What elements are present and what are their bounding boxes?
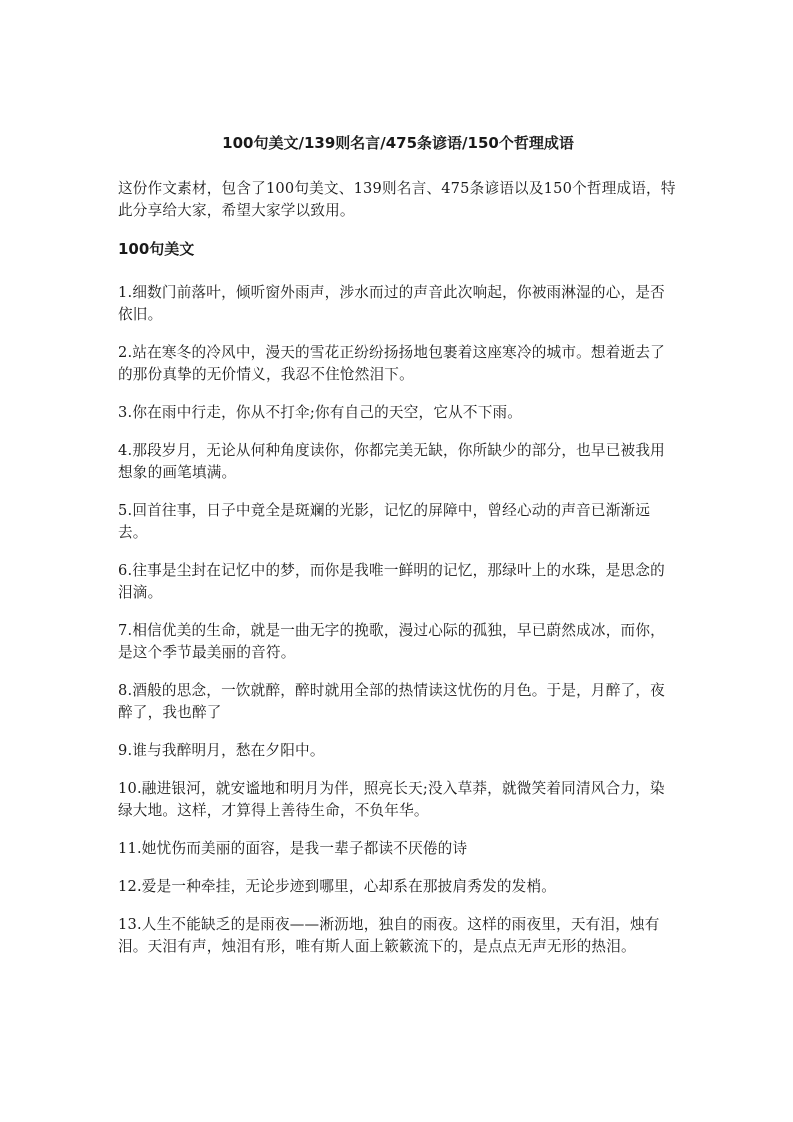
list-item: 4.那段岁月，无论从何种角度读你，你都完美无缺，你所缺少的部分，也早已被我用想象的画笔填满。 — [118, 442, 665, 481]
quote-list — [118, 282, 678, 958]
intro-paragraph: 这份作文素材，包含了100句美文、139则名言、475条谚语以及150个哲理成语，特此分享给大家，希望大家学以致用。 — [118, 180, 676, 219]
document-page — [118, 132, 678, 974]
list-item: 9.谁与我醉明月，愁在夕阳中。 — [118, 742, 325, 759]
document-title: 100句美文/139则名言/475条谚语/150个哲理成语 — [222, 134, 574, 152]
list-item: 6.往事是尘封在记忆中的梦，而你是我唯一鲜明的记忆，那绿叶上的水珠，是思念的泪滴。 — [118, 562, 665, 601]
list-item: 10.融进银河，就安谧地和明月为伴，照亮长天;没入草莽，就微笑着同清风合力，染绿大地。这样，才算得上善待生命，不负年华。 — [118, 780, 665, 819]
list-item: 5.回首往事，日子中竟全是斑斓的光影，记忆的屏障中，曾经心动的声音已渐渐远去。 — [118, 502, 651, 541]
list-item: 3.你在雨中行走，你从不打伞;你有自己的天空，它从不下雨。 — [118, 404, 523, 421]
list-item: 11.她忧伤而美丽的面容，是我一辈子都读不厌倦的诗 — [118, 840, 468, 857]
section-heading: 100句美文 — [118, 240, 195, 258]
list-item: 1.细数门前落叶，倾听窗外雨声，涉水而过的声音此次响起，你被雨淋湿的心，是否依旧。 — [118, 284, 665, 323]
list-item: 8.酒般的思念，一饮就醉，醉时就用全部的热情读这忧伤的月色。于是，月醉了，夜醉了，我也醉了 — [118, 682, 665, 721]
list-item: 12.爱是一种牵挂，无论步迹到哪里，心却系在那披肩秀发的发梢。 — [118, 878, 557, 895]
list-item: 7.相信优美的生命，就是一曲无字的挽歌，漫过心际的孤独，早已蔚然成冰，而你，是这个季节最美丽的音符。 — [118, 622, 665, 661]
list-item: 2.站在寒冬的冷风中，漫天的雪花正纷纷扬扬地包裹着这座寒冷的城市。想着逝去了的那份真挚的无价情义，我忍不住怆然泪下。 — [118, 344, 665, 383]
list-item: 13.人生不能缺乏的是雨夜——淅沥地，独自的雨夜。这样的雨夜里，天有泪，烛有泪。天泪有声，烛泪有形，唯有斯人面上簌簌流下的，是点点无声无形的热泪。 — [118, 916, 660, 955]
